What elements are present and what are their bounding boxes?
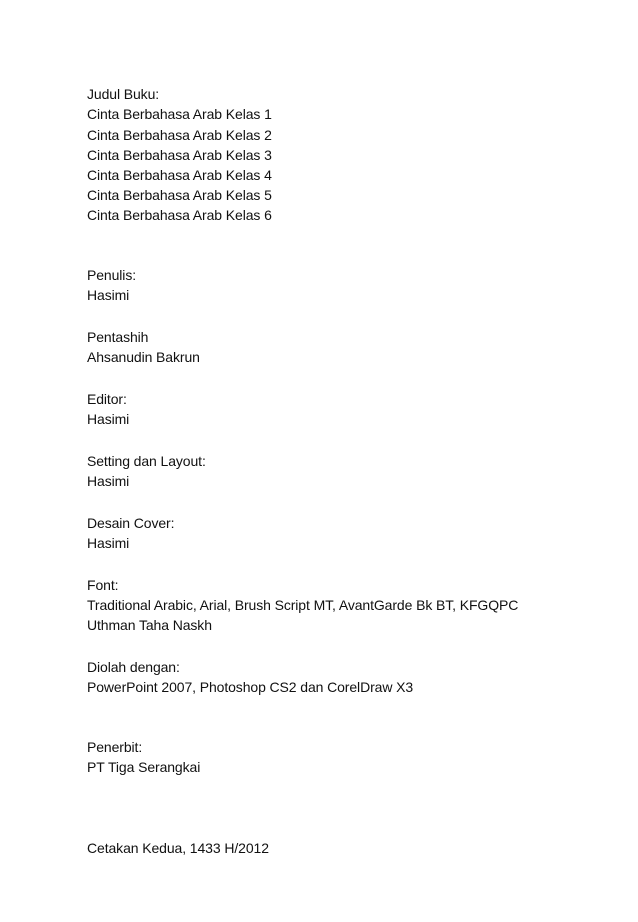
- penulis-value: Hasimi: [87, 287, 130, 303]
- pentashih-label: Pentashih: [87, 329, 149, 345]
- pentashih-value: Ahsanudin Bakrun: [87, 349, 200, 365]
- book-title-6: Cinta Berbahasa Arab Kelas 6: [87, 207, 272, 223]
- editor-label: Editor:: [87, 391, 127, 407]
- diolah-value: PowerPoint 2007, Photoshop CS2 dan CorelDraw X3: [87, 679, 414, 695]
- font-label: Font:: [87, 577, 119, 593]
- penerbit-label: Penerbit:: [87, 739, 143, 755]
- editor-value: Hasimi: [87, 411, 130, 427]
- desain-cover-label: Desain Cover:: [87, 515, 175, 531]
- penerbit-value: PT Tiga Serangkai: [87, 759, 201, 775]
- book-title-4: Cinta Berbahasa Arab Kelas 4: [87, 167, 272, 183]
- book-title-5: Cinta Berbahasa Arab Kelas 5: [87, 187, 272, 203]
- desain-cover-value: Hasimi: [87, 535, 130, 551]
- setting-layout-value: Hasimi: [87, 473, 130, 489]
- cetakan-line: Cetakan Kedua, 1433 H/2012: [87, 840, 269, 856]
- book-title-1: Cinta Berbahasa Arab Kelas 1: [87, 106, 272, 122]
- diolah-label: Diolah dengan:: [87, 659, 180, 675]
- judul-buku-label: Judul Buku:: [87, 86, 160, 102]
- book-title-2: Cinta Berbahasa Arab Kelas 2: [87, 127, 272, 143]
- book-title-3: Cinta Berbahasa Arab Kelas 3: [87, 147, 272, 163]
- font-value-line-1: Traditional Arabic, Arial, Brush Script MT, AvantGarde Bk BT, KFGQPC: [87, 597, 519, 613]
- font-value-line-2: Uthman Taha Naskh: [87, 617, 212, 633]
- setting-layout-label: Setting dan Layout:: [87, 453, 206, 469]
- penulis-label: Penulis:: [87, 267, 137, 283]
